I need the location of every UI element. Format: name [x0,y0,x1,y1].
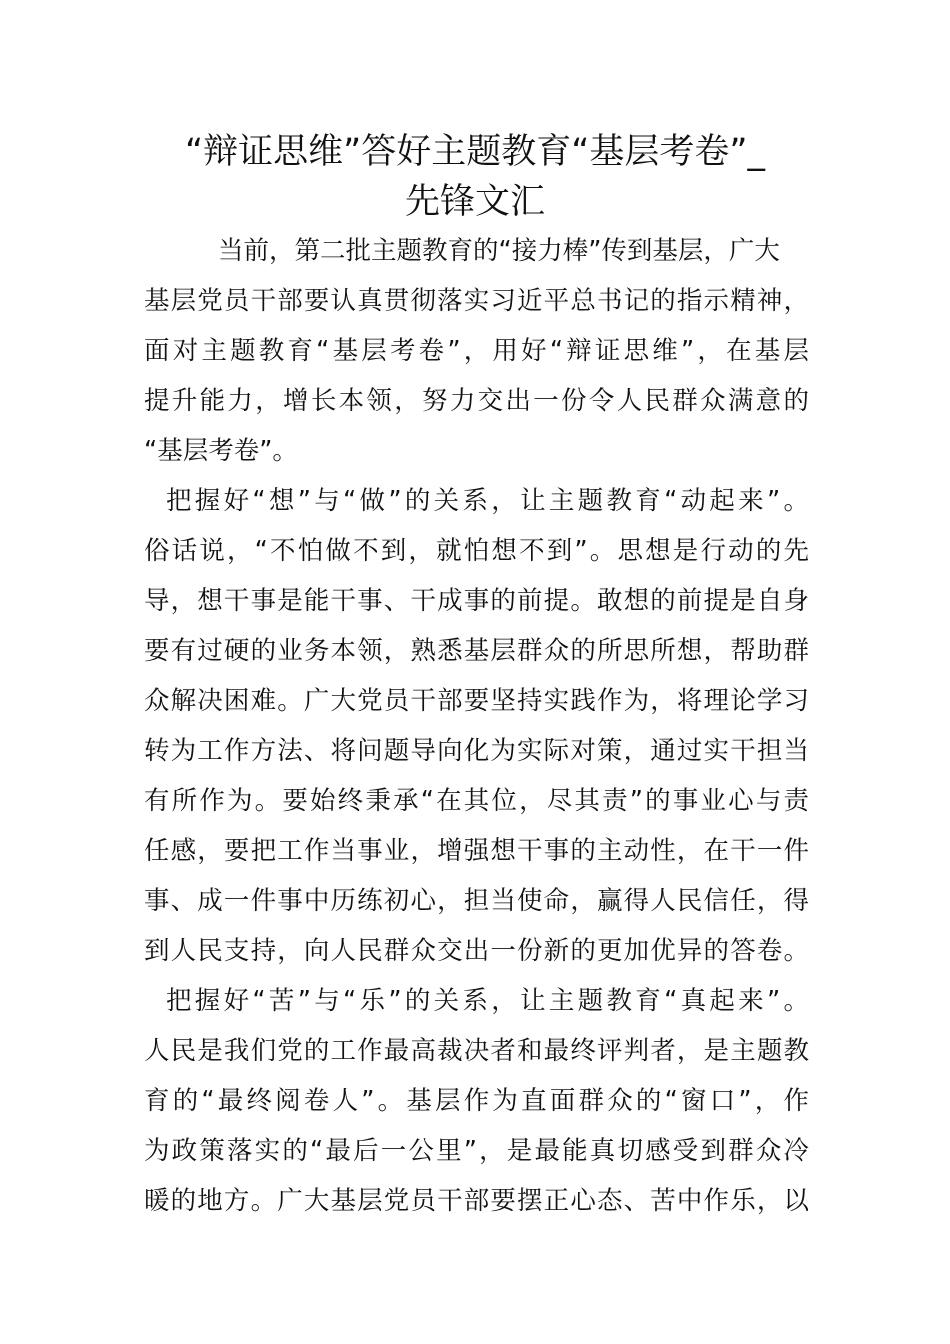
title-line-2: 先锋文汇 [404,182,545,222]
body-line-5: “基层考卷”。 [144,436,298,466]
body-line-9: 要有过硬的业务本领，熟悉基层群众的所思所想，帮助群 [144,636,809,666]
body-line-13: 任感，要把工作当事业，增强想干事的主动性，在干一件 [144,836,809,866]
body-line-16: 把握好“苦”与“乐”的关系，让主题教育“真起来”。 [166,986,809,1016]
body-line-6: 把握好“想”与“做”的关系，让主题教育“动起来”。 [166,486,809,516]
body-line-10: 众解决困难。广大党员干部要坚持实践作为，将理论学习 [144,686,809,716]
body-line-18: 育的“最终阅卷人”。基层作为直面群众的“窗口”，作 [144,1086,809,1116]
body-line-17: 人民是我们党的工作最高裁决者和最终评判者，是主题教 [144,1036,809,1066]
body-line-15: 到人民支持，向人民群众交出一份新的更加优异的答卷。 [144,936,809,966]
body-line-4: 提升能力，增长本领，努力交出一份令人民群众满意的 [144,386,809,416]
body-line-19: 为政策落实的“最后一公里”，是最能真切感受到群众冷 [144,1136,809,1166]
body-line-2: 基层党员干部要认真贯彻落实习近平总书记的指示精神， [144,286,809,316]
body-line-1: 当前，第二批主题教育的“接力棒”传到基层，广大 [218,236,780,266]
title-line-1: “辩证思维”答好主题教育“基层考卷”_ [184,132,766,172]
body-line-7: 俗话说，“不怕做不到，就怕想不到”。思想是行动的先 [144,536,809,566]
body-line-8: 导，想干事是能干事、干成事的前提。敢想的前提是自身 [144,586,809,616]
body-line-14: 事、成一件事中历练初心，担当使命，赢得人民信任，得 [144,886,809,916]
body-line-12: 有所作为。要始终秉承“在其位，尽其责”的事业心与责 [144,786,809,816]
body-line-3: 面对主题教育“基层考卷”，用好“辩证思维”，在基层 [144,336,809,366]
body-line-20: 暖的地方。广大基层党员干部要摆正心态、苦中作乐，以 [144,1186,809,1216]
body-line-11: 转为工作方法、将问题导向化为实际对策，通过实干担当 [144,736,809,766]
